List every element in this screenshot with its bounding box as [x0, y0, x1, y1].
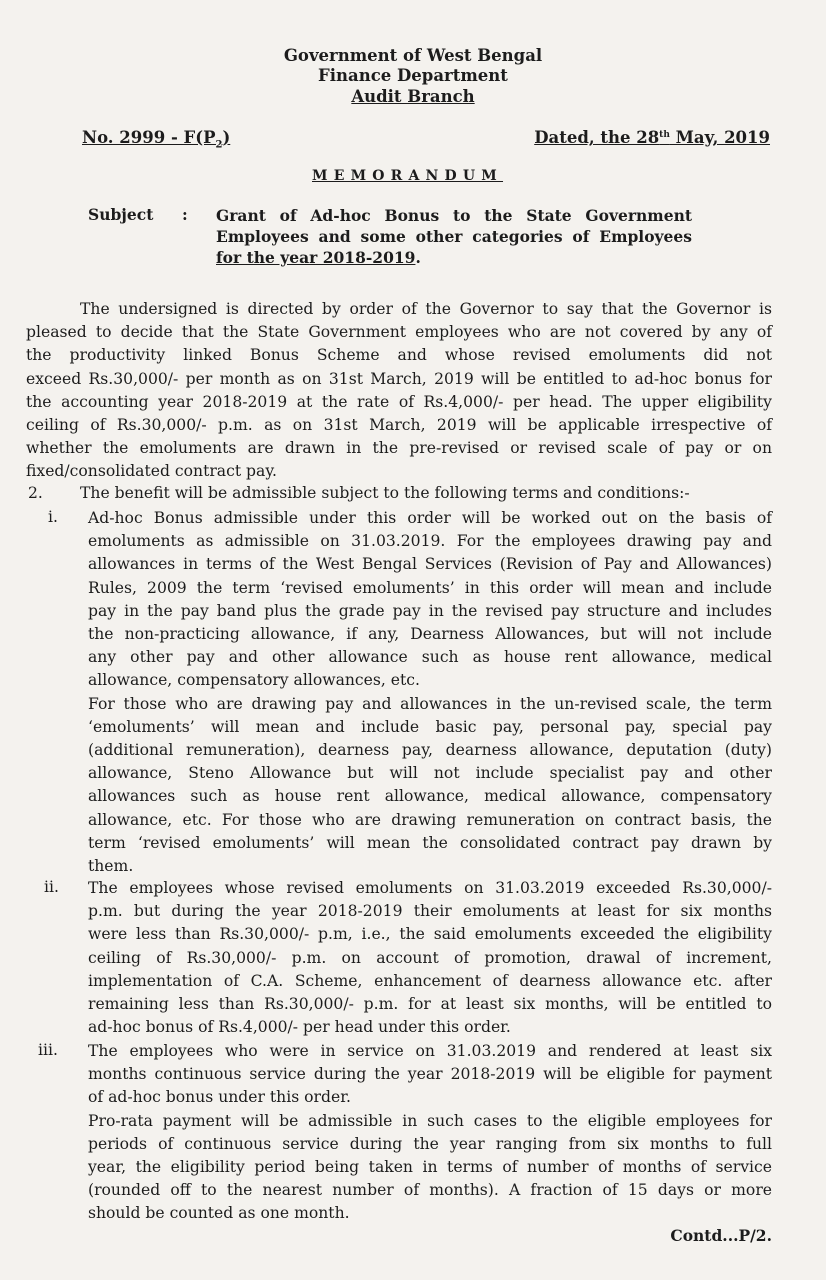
item-line: pay in the pay band plus the grade pay in the revised pay structure and includes [88, 601, 772, 620]
item-line: periods of continuous service during the year ranging from six months to full [88, 1134, 772, 1153]
item-line: them. [88, 857, 134, 876]
paragraph-line: ceiling of Rs.30,000/- p.m. as on 31st March, 2019 will be applicable irrespective of [26, 416, 772, 435]
item-line: any other pay and other allowance such as house rent allowance, medical [88, 648, 772, 667]
paragraph-line: whether the emoluments are drawn in the pre-revised or revised scale of pay or on [26, 439, 772, 458]
memo-date-sup: th [659, 130, 670, 140]
item-line: allowances in terms of the West Bengal Services (Revision of Pay and Allowances) [88, 555, 772, 574]
subject-line [216, 247, 692, 268]
branch-heading [0, 87, 826, 106]
item-line: ceiling of Rs.30,000/- p.m. on account of promotion, drawal of increment, [88, 948, 772, 967]
item-line: the non-practicing allowance, if any, Dearness Allowances, but will not include [88, 625, 772, 644]
department-heading: Finance Department [318, 66, 508, 85]
subject-line: Employees and some other categories of Employees [216, 227, 692, 246]
paragraph-line: fixed/consolidated contract pay. [26, 462, 278, 481]
item-iii-number: iii. [38, 1041, 58, 1059]
memo-number-prefix: No. 2999 - F(P [82, 128, 216, 147]
item-ii-text [88, 877, 772, 1039]
item-line: Pro-rata payment will be admissible in such cases to the eligible employees for [88, 1111, 772, 1130]
memo-date [534, 128, 770, 147]
item-line: (additional remuneration), dearness pay, dearness allowance, deputation (duty) [88, 741, 772, 760]
item-line: allowances such as house rent allowance, medical allowance, compensatory [88, 787, 772, 806]
item-line: ad-hoc bonus of Rs.4,000/- per head under this order. [88, 1018, 511, 1037]
paragraph-2-number: 2. [28, 484, 43, 502]
item-line: term ‘revised emoluments’ will mean the consolidated contract pay drawn by [88, 833, 772, 852]
subject-line: Grant of Ad-hoc Bonus to the State Government [216, 206, 692, 225]
memo-number [82, 128, 230, 150]
item-line: For those who are drawing pay and allowances in the un-revised scale, the term [88, 694, 772, 713]
item-line: allowance, compensatory allowances, etc. [88, 671, 420, 690]
subject-label: Subject [88, 205, 154, 224]
paragraph-line: exceed Rs.30,000/- per month as on 31st March, 2019 will be entitled to ad-hoc bonus for [26, 369, 772, 388]
item-line: The employees whose revised emoluments on 31.03.2019 exceeded Rs.30,000/- [88, 879, 772, 897]
memo-date-prefix: Dated, the 28 [534, 128, 660, 147]
item-line: year, the eligibility period being taken in terms of number of months of service [88, 1158, 772, 1177]
government-heading: Government of West Bengal [283, 46, 543, 65]
item-line: allowance, etc. For those who are drawing remuneration on contract basis, the [88, 810, 772, 829]
item-line: implementation of C.A. Scheme, enhancement of dearness allowance etc. after [88, 971, 772, 990]
item-line: months continuous service during the year 2018-2019 will be eligible for payment [88, 1065, 772, 1084]
branch-heading-text: Audit Branch [351, 87, 475, 106]
item-line: p.m. but during the year 2018-2019 their emoluments at least for six months [88, 902, 772, 921]
memo-date-suffix: May, 2019 [669, 128, 770, 147]
item-line: ‘emoluments’ will mean and include basic pay, personal pay, special pay [88, 717, 772, 736]
item-i-text [88, 507, 772, 878]
subject-year: for the year 2018-2019 [216, 248, 416, 267]
item-line: Rules, 2009 the term ‘revised emoluments’ in this order will mean and include [88, 578, 772, 597]
item-line: The employees who were in service on 31.03.2019 and rendered at least six [88, 1042, 772, 1060]
item-line: (rounded off to the nearest number of months). A fraction of 15 days or more [88, 1181, 772, 1200]
paragraph-line: the accounting year 2018-2019 at the rate of Rs.4,000/- per head. The upper eligibility [26, 392, 772, 411]
memo-number-suffix: ) [222, 128, 231, 147]
item-line: Ad-hoc Bonus admissible under this order will be worked out on the basis of [88, 509, 772, 527]
paragraph-2-text: The benefit will be admissible subject to the following terms and conditions:- [80, 484, 690, 502]
continued-note: Contd...P/2. [670, 1226, 772, 1245]
paragraph-line: pleased to decide that the State Government employees who are not covered by any of [26, 323, 772, 342]
item-iii-text [88, 1040, 772, 1226]
item-i-number: i. [48, 508, 58, 526]
memorandum-title: MEMORANDUM [312, 168, 504, 184]
item-ii-number: ii. [44, 878, 59, 896]
paragraph-1 [26, 298, 772, 484]
item-line: of ad-hoc bonus under this order. [88, 1088, 351, 1107]
paragraph-line: The undersigned is directed by order of the Governor to say that the Governor is [80, 300, 772, 318]
item-line: remaining less than Rs.30,000/- p.m. for at least six months, will be entitled to [88, 995, 772, 1014]
item-line: were less than Rs.30,000/- p.m, i.e., the said emoluments exceeded the eligibility [88, 925, 772, 944]
subject-colon: : [182, 205, 188, 224]
item-line: emoluments as admissible on 31.03.2019. For the employees drawing pay and [88, 532, 772, 551]
subject-text [216, 205, 692, 268]
item-line: should be counted as one month. [88, 1204, 350, 1223]
memo-number-sub: 2 [215, 139, 223, 151]
paragraph-line: the productivity linked Bonus Scheme and whose revised emoluments did not [26, 346, 772, 365]
item-line: allowance, Steno Allowance but will not include specialist pay and other [88, 764, 772, 783]
subject-tail: . [415, 248, 421, 267]
